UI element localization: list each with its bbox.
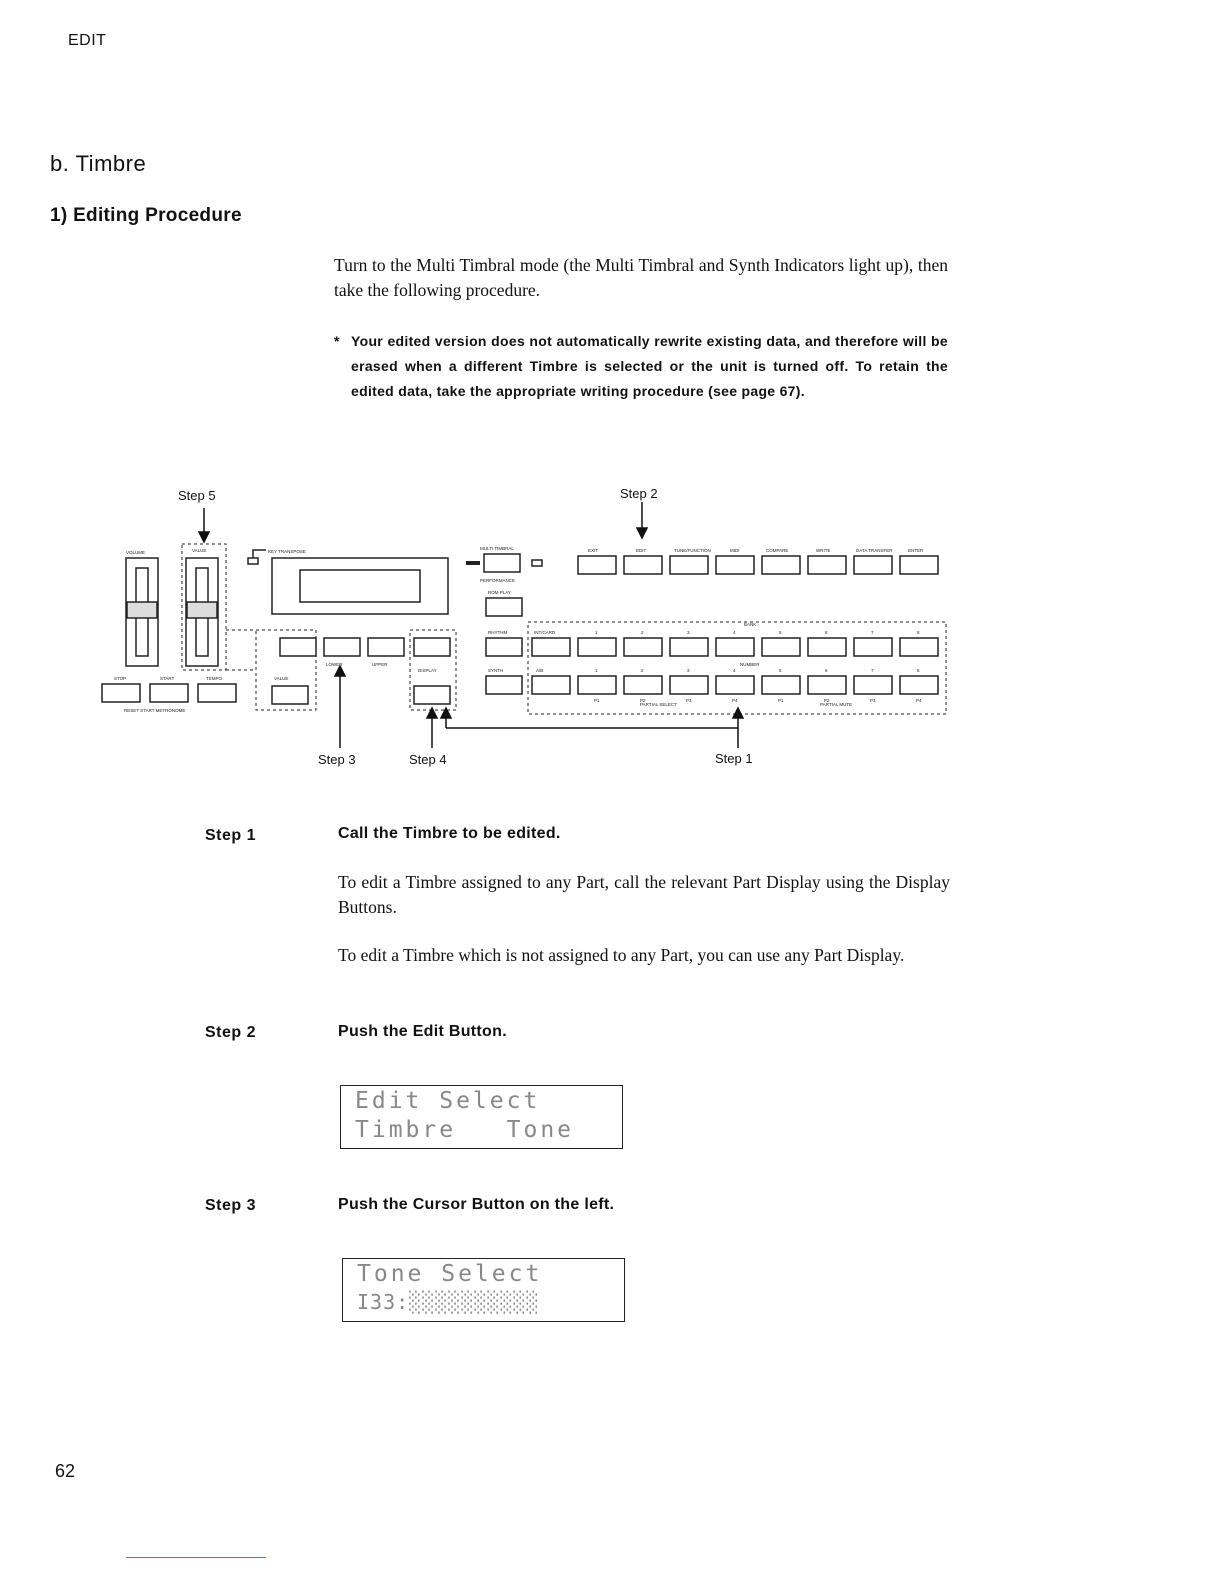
label-partial-1: P1 xyxy=(594,698,600,703)
note-mark: * xyxy=(334,333,340,349)
step-1-paragraph-1: To edit a Timbre assigned to any Part, call the relevant Part Display using the Display Buttons. xyxy=(338,872,950,917)
label-function-edit: EDIT xyxy=(636,548,647,553)
lcd-tone-select xyxy=(342,1258,625,1322)
label-number-1: 1 xyxy=(595,668,598,673)
label-function-tune: TUNE/FUNCTION xyxy=(674,548,711,553)
callout-step-1: Step 1 xyxy=(715,751,753,766)
label-number-4: 4 xyxy=(733,668,736,673)
label-bank-6: 6 xyxy=(825,630,828,635)
subsection-title: 1) Editing Procedure xyxy=(50,205,242,226)
label-int-card: INT/CARD xyxy=(534,630,556,635)
label-function-exit: EXIT xyxy=(588,548,599,553)
page-number: 62 xyxy=(55,1461,76,1481)
label-synth: SYNTH xyxy=(488,668,504,673)
label-multi-timbral: MULTI TIMBRAL xyxy=(480,546,514,551)
callout-step-5: Step 5 xyxy=(178,488,216,503)
label-rom-play: ROM PLAY xyxy=(488,590,511,595)
label-number-8: 8 xyxy=(917,668,920,673)
lcd-line-1: Edit Select xyxy=(355,1088,541,1114)
lcd-window xyxy=(272,558,448,614)
label-function-enter: ENTER xyxy=(908,548,924,553)
lcd-line-2: I33:░░░░░░░░░░ xyxy=(357,1290,540,1314)
note-block xyxy=(334,329,948,404)
step-2-label: Step 2 xyxy=(205,1024,257,1041)
label-ab: A/B xyxy=(536,668,544,673)
label-partial-5: P1 xyxy=(778,698,784,703)
step-2-title: Push the Edit Button. xyxy=(338,1023,507,1040)
label-partial-6: P2 xyxy=(824,698,830,703)
label-tempo: TEMPO xyxy=(206,676,223,681)
callout-step-3: Step 3 xyxy=(318,752,356,767)
label-number-3: 3 xyxy=(687,668,690,673)
note-text: Your edited version does not automatically rewrite existing data, and therefore will be erased when a different Timbre is selected or the unit is turned off. To retain the edited data, take the appropriate writing procedure (see page 67). xyxy=(351,333,948,399)
label-bank-8: 8 xyxy=(917,630,920,635)
label-partial-7: P3 xyxy=(870,698,876,703)
label-stop: STOP xyxy=(114,676,127,681)
label-partial-select: PARTIAL SELECT xyxy=(640,702,677,707)
step-1-paragraph-2: To edit a Timbre which is not assigned to any Part, you can use any Part Display. xyxy=(338,945,905,965)
step-1-title: Call the Timbre to be edited. xyxy=(338,825,561,842)
label-function-write: WRITE xyxy=(816,548,831,553)
step-3-label: Step 3 xyxy=(205,1197,257,1214)
label-lower: LOWER xyxy=(326,662,343,667)
section-title: b. Timbre xyxy=(50,151,147,176)
step-1-label: Step 1 xyxy=(205,827,257,844)
label-value: VALUE xyxy=(192,548,207,553)
lcd-edit-select xyxy=(340,1085,623,1149)
label-bank-7: 7 xyxy=(871,630,874,635)
label-value-cursor: VALUE xyxy=(274,676,289,681)
label-function-midi: MIDI xyxy=(730,548,740,553)
label-bank-3: 3 xyxy=(687,630,690,635)
label-partial-mute: PARTIAL MUTE xyxy=(820,702,853,707)
label-display: DISPLAY xyxy=(418,668,437,673)
label-partial-3: P3 xyxy=(686,698,692,703)
label-number-5: 5 xyxy=(779,668,782,673)
label-upper: UPPER xyxy=(372,662,388,667)
label-bank-4: 4 xyxy=(733,630,736,635)
label-rhythm: RHYTHM xyxy=(488,630,508,635)
label-bank-1: 1 xyxy=(595,630,598,635)
label-function-data-transfer: DATA TRANSFER xyxy=(856,548,893,553)
label-volume: VOLUME xyxy=(126,550,146,555)
label-key-transpose: KEY TRANSPOSE xyxy=(268,549,306,554)
label-bank-2: 2 xyxy=(641,630,644,635)
label-reset-start-metronome: RESET START METRONOME xyxy=(124,708,186,713)
step-3-title: Push the Cursor Button on the left. xyxy=(338,1196,615,1213)
label-performance: PERFORMANCE xyxy=(480,578,516,583)
label-function-compare: COMPARE xyxy=(766,548,789,553)
label-number-6: 6 xyxy=(825,668,828,673)
label-number: NUMBER xyxy=(740,662,760,667)
bottom-rule xyxy=(126,1557,266,1558)
intro-paragraph: Turn to the Multi Timbral mode (the Multi Timbral and Synth Indicators light up), then take the following procedure. xyxy=(334,255,948,300)
multi-timbral-button xyxy=(484,554,520,572)
callout-step-4: Step 4 xyxy=(409,752,447,767)
callout-step-2: Step 2 xyxy=(620,486,658,501)
lcd-line-1: Tone Select xyxy=(357,1261,543,1287)
label-bank: BANK xyxy=(744,622,757,627)
label-partial-8: P4 xyxy=(916,698,922,703)
label-partial-4: P4 xyxy=(732,698,738,703)
front-panel-figure xyxy=(100,480,960,780)
label-number-2: 2 xyxy=(641,668,644,673)
label-partial-2: P2 xyxy=(640,698,646,703)
rom-play-button xyxy=(486,598,522,616)
front-panel-diagram xyxy=(100,480,960,780)
running-header: EDIT xyxy=(68,32,107,49)
label-bank-5: 5 xyxy=(779,630,782,635)
lcd-line-2: Timbre Tone xyxy=(355,1117,575,1143)
label-start: START xyxy=(160,676,175,681)
label-number-7: 7 xyxy=(871,668,874,673)
